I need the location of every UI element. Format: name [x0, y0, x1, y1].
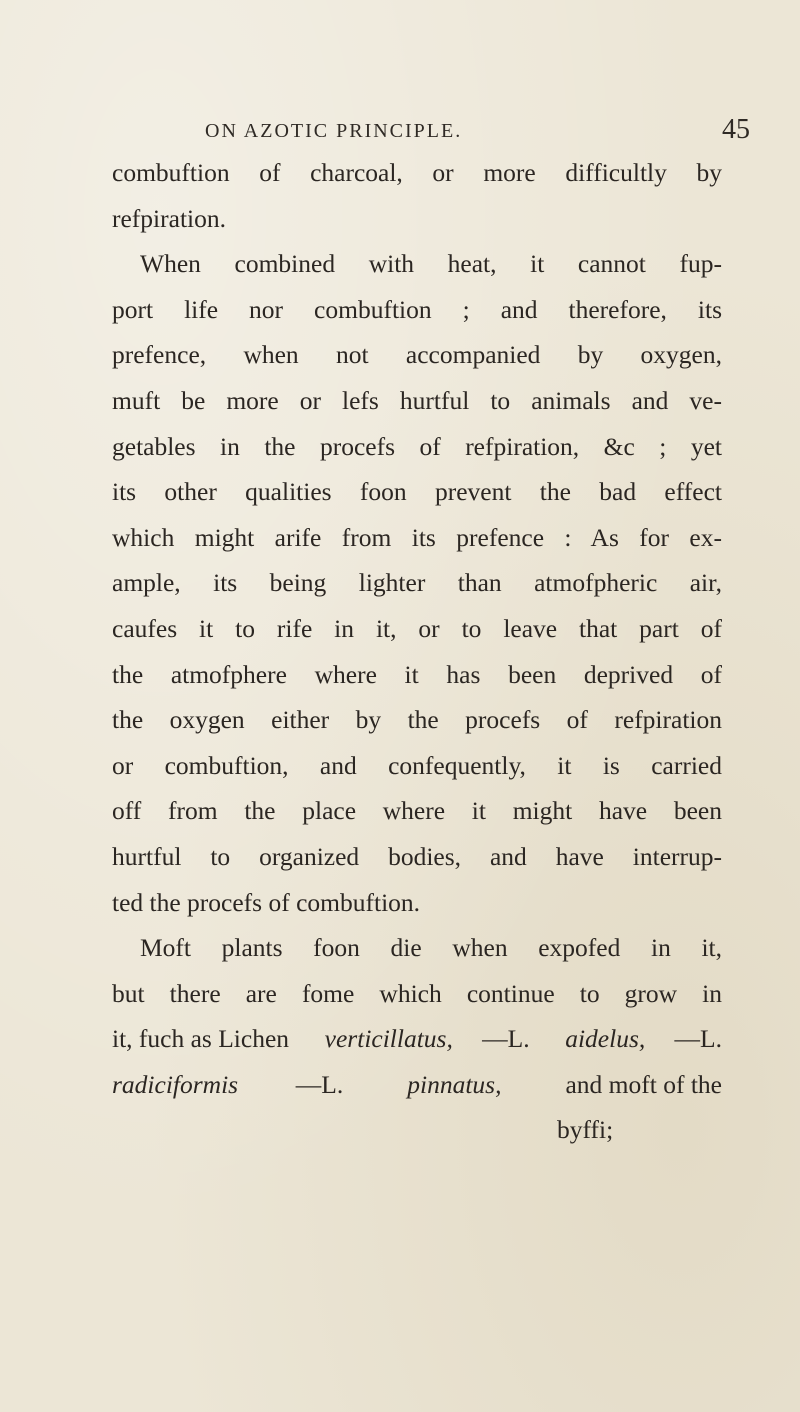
text-line: refpiration.: [112, 203, 226, 233]
text-line: its other qualities foon prevent the bad effect: [112, 477, 722, 507]
text-span: and moft of the: [559, 1069, 722, 1099]
species-name: radiciformis: [112, 1069, 239, 1099]
species-name: pinnatus,: [407, 1069, 502, 1099]
text-line: getables in the procefs of refpiration, &c ; yet: [112, 431, 722, 461]
text-line: caufes it to rife in it, or to leave that part of: [112, 613, 722, 643]
text-line: ted the procefs of combuftion.: [112, 887, 421, 917]
text-line: combuftion of charcoal, or more difficultly by: [112, 158, 722, 187]
paragraph-start-line: When combined with heat, it cannot fup-: [140, 249, 722, 279]
text-line: ample, its being lighter than atmofpheric air,: [112, 568, 722, 598]
text-span: —L.: [482, 1024, 536, 1054]
species-name: aidelus,: [565, 1024, 646, 1054]
running-head: ON AZOTIC PRINCIPLE.: [205, 120, 463, 142]
text-line: the oxygen either by the procefs of refpiration: [112, 705, 722, 735]
text-line: [112, 1062, 722, 1108]
text-span: —L.: [295, 1069, 350, 1099]
body-text: [112, 150, 722, 1153]
text-line: port life nor combuftion ; and therefore, its: [112, 294, 722, 324]
paragraph-start-line: Moft plants foon die when expofed in it,: [140, 933, 722, 963]
text-line: but there are fome which continue to grow in: [112, 978, 722, 1008]
species-name: verticillatus,: [324, 1024, 453, 1054]
text-line: the atmofphere where it has been deprived of: [112, 659, 722, 689]
text-line: which might arife from its prefence : As for ex-: [112, 522, 722, 552]
page-number: 45: [722, 114, 750, 145]
text-line: [112, 1016, 722, 1062]
text-line: hurtful to organized bodies, and have interrup-: [112, 841, 722, 871]
text-line: prefence, when not accompanied by oxygen,: [112, 340, 722, 370]
text-line: or combuftion, and confequently, it is carried: [112, 750, 722, 780]
text-span: it, fuch as Lichen: [112, 1024, 296, 1054]
page-header: [0, 112, 800, 152]
text-line: muft be more or lefs hurtful to animals and ve-: [112, 385, 722, 415]
text-span: —L.: [674, 1024, 722, 1054]
catchword: byffi;: [557, 1115, 614, 1145]
text-line: off from the place where it might have been: [112, 796, 722, 826]
